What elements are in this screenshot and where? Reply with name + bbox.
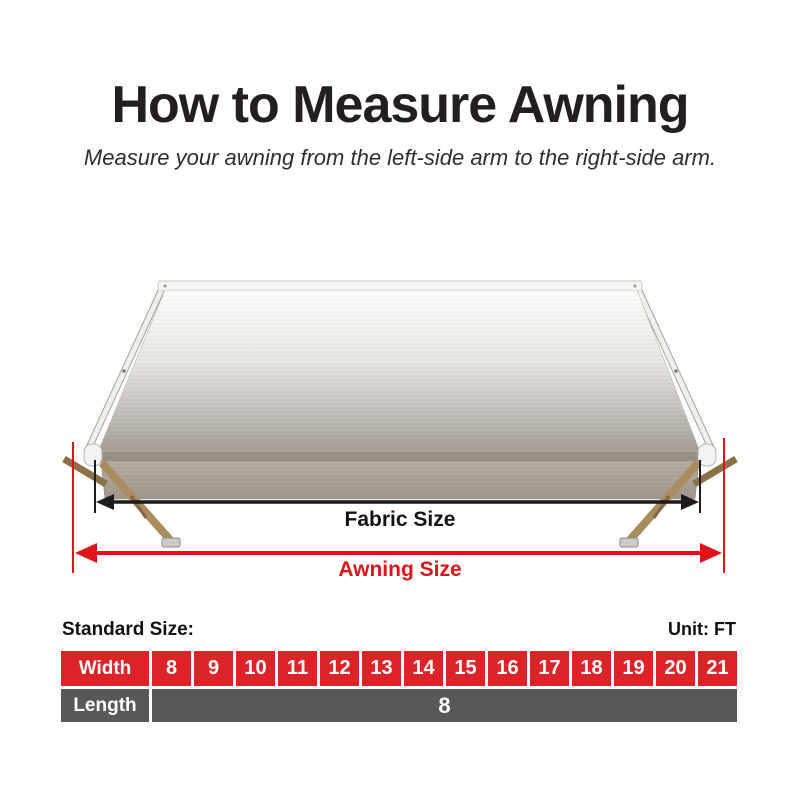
mounting-rail (158, 281, 642, 291)
width-value-cell: 12 (320, 651, 359, 686)
width-value-cell: 14 (404, 651, 443, 686)
rail-screw-icon (634, 285, 637, 288)
width-value-cell: 21 (698, 651, 737, 686)
rail-screw-icon (164, 285, 167, 288)
width-value-cell: 18 (572, 651, 611, 686)
width-value-cell: 15 (446, 651, 485, 686)
standard-size-table (61, 651, 737, 725)
fabric-texture (98, 290, 700, 452)
width-value-cell: 9 (194, 651, 233, 686)
valance-texture (101, 461, 699, 499)
width-value-cell: 10 (236, 651, 275, 686)
width-row-label: Width (61, 651, 149, 686)
left-roller-cap (84, 444, 102, 466)
width-values (152, 651, 737, 686)
length-row-label: Length (61, 689, 149, 722)
width-value-cell: 13 (362, 651, 401, 686)
width-value-cell: 16 (488, 651, 527, 686)
width-value-cell: 19 (614, 651, 653, 686)
awning-size-label: Awning Size (338, 558, 462, 581)
width-row (61, 651, 737, 686)
fabric-size-label: Fabric Size (344, 508, 456, 531)
size-table-header (62, 619, 736, 641)
awning-illustration (0, 230, 800, 600)
page-subtitle: Measure your awning from the left-side arm to the right-side arm. (83, 145, 717, 170)
width-value-cell: 17 (530, 651, 569, 686)
width-value-cell: 20 (656, 651, 695, 686)
length-row (61, 689, 737, 722)
page-title: How to Measure Awning (111, 76, 689, 134)
width-value-cell: 8 (152, 651, 191, 686)
standard-size-heading: Standard Size: (62, 619, 194, 640)
front-roller-band (98, 452, 700, 461)
length-value-cell: 8 (152, 689, 737, 722)
width-value-cell: 11 (278, 651, 317, 686)
unit-label: Unit: FT (668, 619, 736, 639)
